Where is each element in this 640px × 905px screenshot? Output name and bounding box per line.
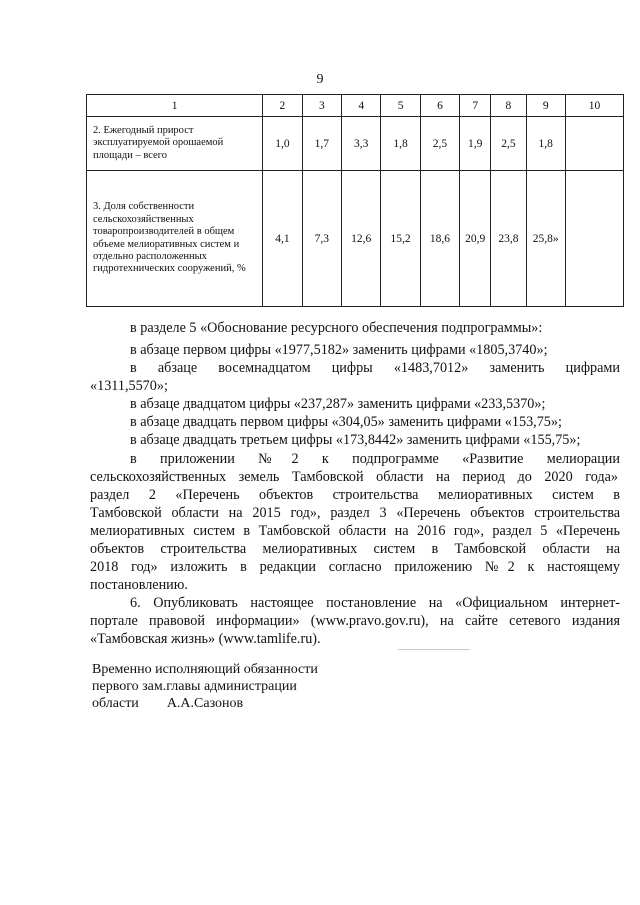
text-line: 6. Опубликовать настоящее постановление на «Официальном интернет- xyxy=(130,595,620,611)
table-cell: 15,2 xyxy=(381,171,420,307)
table-cell: 12,6 xyxy=(342,171,381,307)
text-line: в абзаце первом цифры «1977,5182» заменить цифрами «1805,3740»; xyxy=(130,342,548,358)
page-number: 9 xyxy=(316,72,324,87)
header-cell: 10 xyxy=(565,95,623,117)
text-line: в приложении №2 к подпрограмме «Развитие мелиорации xyxy=(130,451,620,467)
table-cell: 1,8 xyxy=(526,117,565,171)
text-line: постановлению. xyxy=(90,577,188,593)
table-cell xyxy=(565,117,623,171)
table-cell: 1,0 xyxy=(263,117,302,171)
text-line: объектов строительства мелиоративных систем в Тамбовской области на xyxy=(90,541,620,557)
text-line: сельскохозяйственных земель Тамбовской области на период до 2020 года» xyxy=(90,469,618,485)
table-cell: 7,3 xyxy=(302,171,341,307)
header-cell: 7 xyxy=(460,95,491,117)
row-name: 3. Доля собственности сельскохозяйственных товаропроизводителей в общем объеме мелиоративных систем и отдельно расположенных гидротехнических сооружений, % xyxy=(87,171,263,307)
header-cell: 4 xyxy=(342,95,381,117)
header-cell: 2 xyxy=(263,95,302,117)
text-line: раздел 2 «Перечень объектов строительства мелиоративных систем в xyxy=(90,487,620,503)
table-cell xyxy=(565,171,623,307)
table-cell: 2,5 xyxy=(420,117,459,171)
table-cell: 1,8 xyxy=(381,117,420,171)
table-cell: 2,5 xyxy=(491,117,526,171)
table-cell: 23,8 xyxy=(491,171,526,307)
text-line: в абзаце двадцать третьем цифры «173,8442» заменить цифрами «155,75»; xyxy=(130,432,581,448)
table-header-row xyxy=(87,95,624,117)
table-cell: 18,6 xyxy=(420,171,459,307)
table-row xyxy=(87,117,624,171)
text-line: в абзаце двадцать первом цифры «304,05» заменить цифрами «153,75»; xyxy=(130,414,562,430)
table-cell: 1,9 xyxy=(460,117,491,171)
header-cell: 5 xyxy=(381,95,420,117)
text-line: 2018 год» изложить в редакции согласно приложению №2 к настоящему xyxy=(90,559,620,575)
header-cell: 3 xyxy=(302,95,341,117)
table-cell: 1,7 xyxy=(302,117,341,171)
header-cell: 6 xyxy=(420,95,459,117)
scan-artifact xyxy=(398,649,470,650)
header-cell: 8 xyxy=(491,95,526,117)
signature-line-3 xyxy=(92,695,318,712)
table-cell: 3,3 xyxy=(342,117,381,171)
signature-block xyxy=(92,661,318,712)
table-cell: 25,8» xyxy=(526,171,565,307)
table-cell: 20,9 xyxy=(460,171,491,307)
signature-line: Временно исполняющий обязанности xyxy=(92,662,318,677)
table-row xyxy=(87,171,624,307)
text-line: Тамбовской области на 2015 год», раздел 3 «Перечень объектов строительства xyxy=(90,505,620,521)
text-line: портале правовой информации» (www.pravo.gov.ru), на сайте сетевого издания xyxy=(90,613,620,629)
indicators-table xyxy=(86,94,624,307)
row-name: 2. Ежегодный прирост эксплуатируемой орошаемой площади – всего xyxy=(87,117,263,171)
text-line: в разделе 5 «Обоснование ресурсного обеспечения подпрограммы»: xyxy=(130,320,543,336)
text-line: «Тамбовская жизнь» (www.tamlife.ru). xyxy=(90,631,321,647)
text-line: в абзаце восемнадцатом цифры «1483,7012» заменить цифрами xyxy=(130,360,620,376)
signature-region: области xyxy=(92,696,139,711)
table-cell: 4,1 xyxy=(263,171,302,307)
signatory-name: А.А.Сазонов xyxy=(166,696,244,711)
text-line: в абзаце двадцатом цифры «237,287» заменить цифрами «233,5370»; xyxy=(130,396,546,412)
header-cell: 1 xyxy=(87,95,263,117)
signature-line: первого зам.главы администрации xyxy=(92,679,297,694)
text-line: «1311,5570»; xyxy=(90,378,168,394)
text-line: мелиоративных систем в Тамбовской области на 2016 год», раздел 5 «Перечень xyxy=(90,523,620,539)
header-cell: 9 xyxy=(526,95,565,117)
